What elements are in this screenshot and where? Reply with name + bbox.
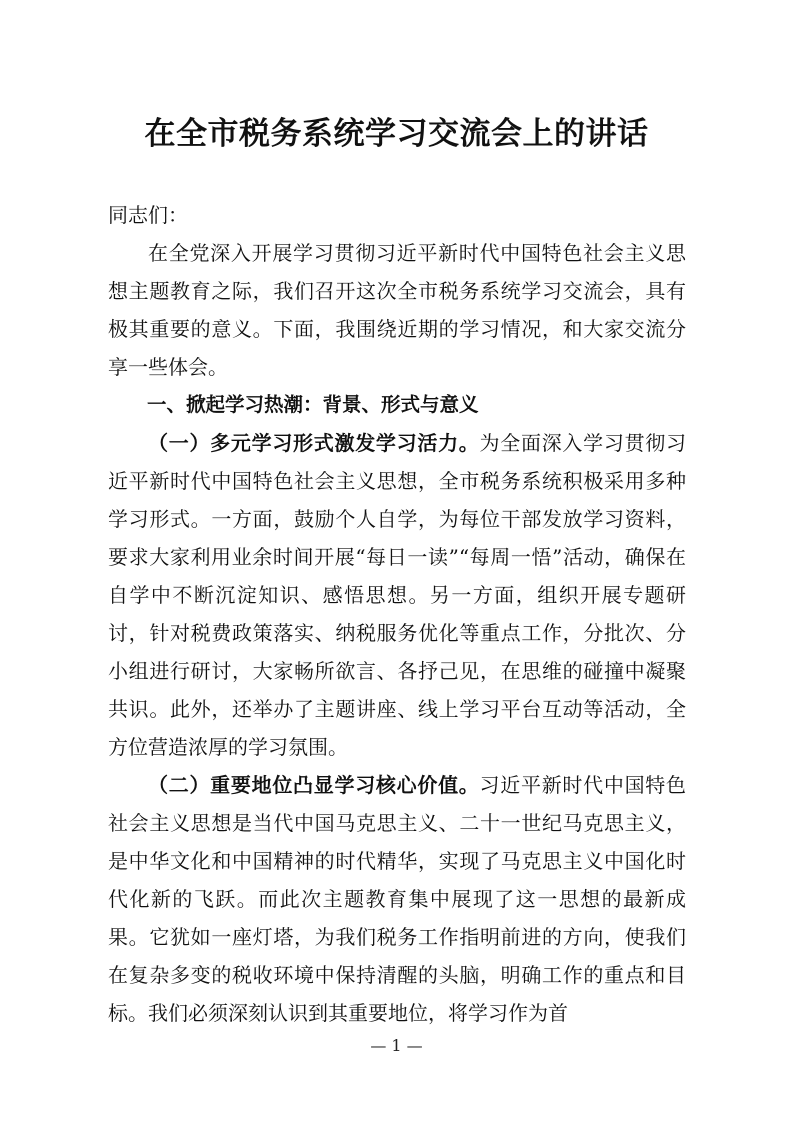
intro-paragraph: 在全党深入开展学习贯彻习近平新时代中国特色社会主义思想主题教育之际，我们召开这次全市税务系统学习交流会，具有极其重要的意义。下面，我围绕近期的学习情况，和大家交流分享一些体会。 [108,241,686,379]
section-heading-1: 一、掀起学习热潮：背景、形式与意义 [147,393,479,416]
salutation: 同志们： [108,203,188,227]
subsection-2-paragraph [108,766,686,1032]
document-body [108,196,686,1032]
page-number: — 1 — [370,1036,423,1055]
subsection-2-body: 习近平新时代中国特色社会主义思想是当代中国马克思主义、二十一世纪马克思主义，是中华文化和中国精神的时代精华，实现了马克思主义中国化时代化新的飞跃。而此次主题教育集中展现了这一思想的最新成果。它犹如一座灯塔，为我们税务工作指明前进的方向，使我们在复杂多变的税收环境中保持清醒的头脑，明确工作的重点和目标。我们必须深刻认识到其重要地位，将学习作为首 [108,773,687,1025]
subsection-1-lead: （一）多元学习形式激发学习活力。 [148,431,480,455]
subsection-1-paragraph [108,424,686,766]
subsection-1-body: 为全面深入学习贯彻习近平新时代中国特色社会主义思想，全市税务系统积极采用多种学习形式。一方面，鼓励个人自学，为每位干部发放学习资料，要求大家利用业余时间开展“每日一读”“每周一悟”活动，确保在自学中不断沉淀知识、感悟思想。另一方面，组织开展专题研讨，针对税费政策落实、纳税服务优化等重点工作，分批次、分小组进行研讨，大家畅所欲言、各抒己见，在思维的碰撞中凝聚共识。此外，还举办了主题讲座、线上学习平台互动等活动，全方位营造浓厚的学习氛围。 [108,431,687,759]
subsection-2-lead: （二）重要地位凸显学习核心价值。 [148,773,480,797]
document-title: 在全市税务系统学习交流会上的讲话 [144,116,649,152]
